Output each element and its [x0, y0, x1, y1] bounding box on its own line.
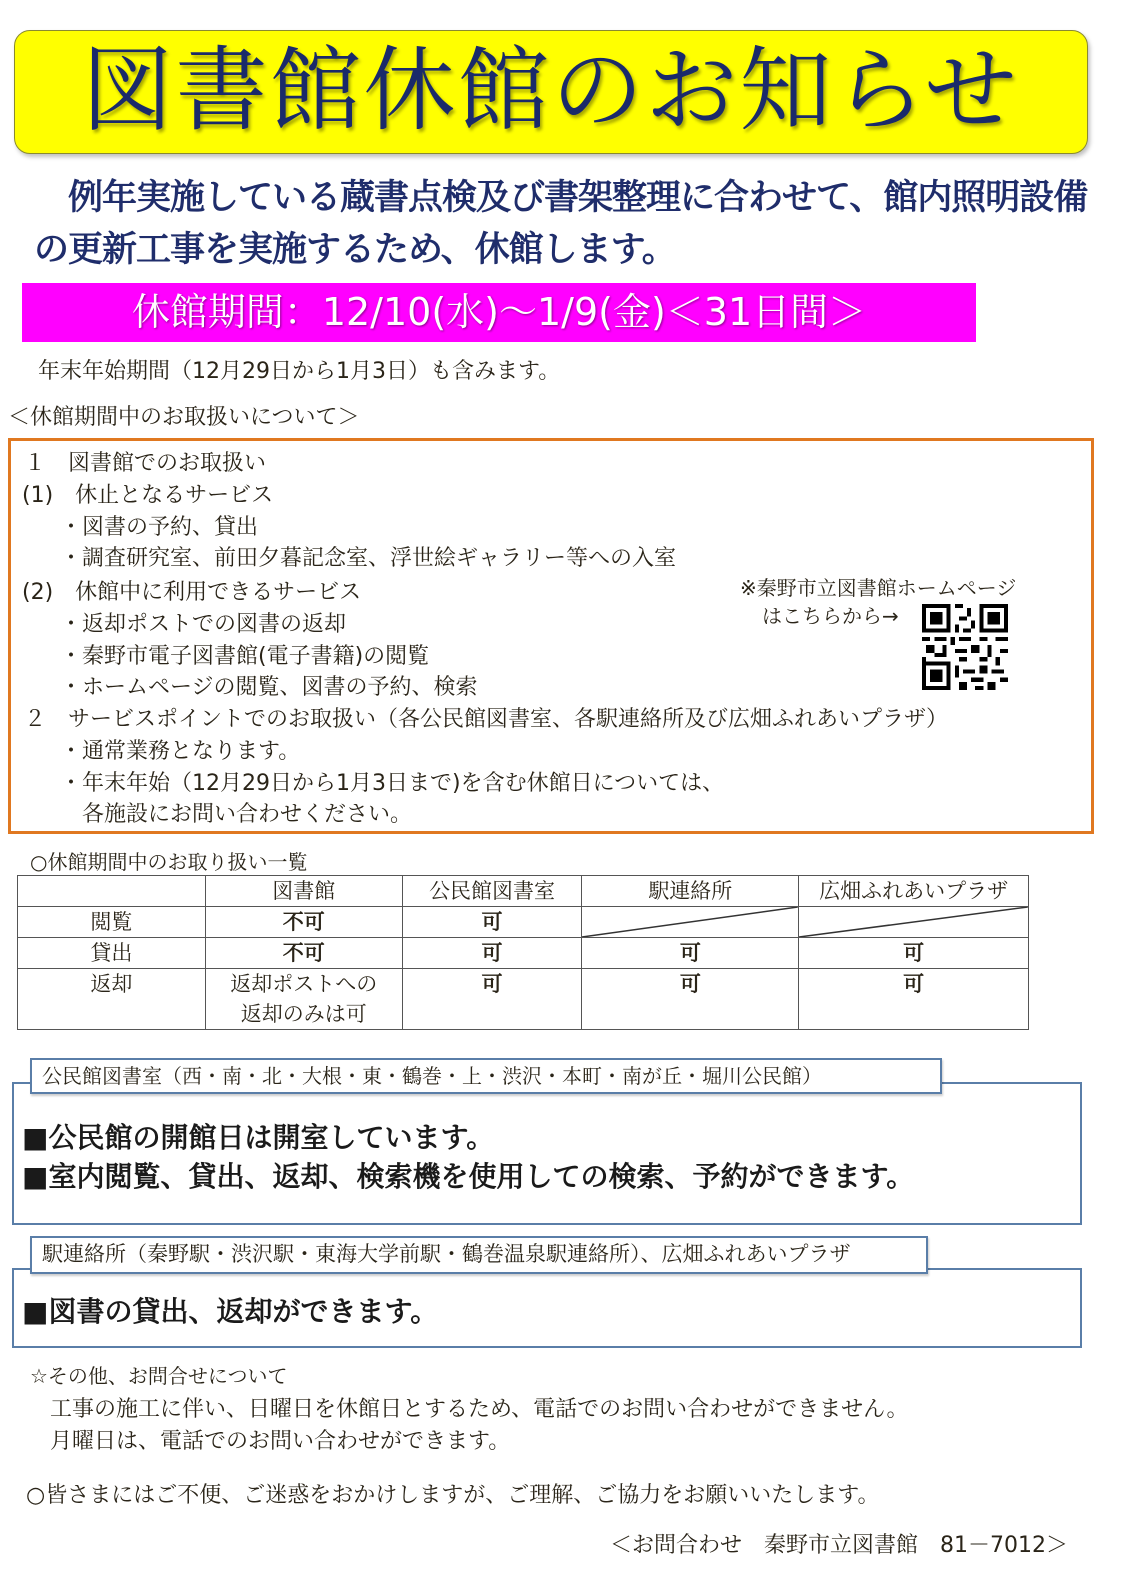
sub2-item: ・ホームページの閲覧、図書の予約、検索	[60, 675, 478, 700]
closure-period: 休館期間：12/10(水)～1/9(金)＜31日間＞	[131, 290, 867, 334]
sub2-item: ・返却ポストでの図書の返却	[60, 612, 347, 637]
cell-line: 返却ポストへの	[230, 972, 378, 996]
table-header: 公民館図書室	[402, 876, 582, 907]
table-cell: 可	[402, 907, 582, 938]
row-label: 返却	[18, 969, 206, 1030]
kominkan-label: 公民館図書室（西・南・北・大根・東・鶴巻・上・渋沢・本町・南が丘・堀川公民館）	[30, 1058, 942, 1094]
table-header-row	[18, 876, 1029, 907]
section1-title: １ 図書館でのお取扱い	[24, 451, 267, 476]
station-item: ■図書の貸出、返却ができます。	[22, 1295, 439, 1328]
other-heading: ☆その他、お問合せについて	[30, 1364, 288, 1388]
handling-heading: ＜休館期間中のお取扱いについて＞	[8, 405, 360, 430]
sub1-item: ・調査研究室、前田夕暮記念室、浮世絵ギャラリー等への入室	[60, 546, 677, 571]
table-cell: 可	[402, 938, 582, 969]
sub2-title: (2) 休館中に利用できるサービス	[22, 580, 362, 605]
not-applicable-cell	[799, 907, 1029, 938]
table-cell: 可	[799, 938, 1029, 969]
apology-text: ○皆さまにはご不便、ご迷惑をおかけしますが、ご理解、ご協力をお願いいたします。	[26, 1483, 880, 1508]
period-note: 年末年始期間（12月29日から1月3日）も含みます。	[38, 359, 561, 384]
qr-code-icon[interactable]	[922, 604, 1008, 690]
contact-info: ＜お問合わせ 秦野市立図書館 81－7012＞	[610, 1533, 1068, 1558]
section2-title: ２ サービスポイントでのお取扱い（各公民館図書室、各駅連絡所及び広畑ふれあいプラザ）	[24, 707, 949, 732]
table-cell: 可	[582, 938, 799, 969]
table-header: 駅連絡所	[582, 876, 799, 907]
table-cell: 不可	[205, 938, 402, 969]
table-header: 広畑ふれあいプラザ	[799, 876, 1029, 907]
table-row	[18, 938, 1029, 969]
handling-table	[17, 875, 1029, 1030]
sub2-item: ・秦野市電子図書館(電子書籍)の閲覧	[60, 644, 430, 669]
cell-line: 返却のみは可	[240, 1002, 367, 1026]
section2-item: ・年末年始（12月29日から1月3日まで)を含む休館日については、	[60, 771, 725, 796]
section2-item: 各施設にお問い合わせください。	[60, 802, 413, 827]
sub1-title: (1) 休止となるサービス	[22, 483, 274, 508]
qr-caption: ※秦野市立図書館ホームページ	[740, 576, 1017, 600]
other-line: 工事の施工に伴い、日曜日を休館日とするため、電話でのお問い合わせができません。	[50, 1397, 909, 1422]
kominkan-item: ■公民館の開館日は開室しています。	[22, 1121, 495, 1154]
kominkan-item: ■室内閲覧、貸出、返却、検索機を使用しての検索、予約ができます。	[22, 1160, 915, 1193]
table-row	[18, 907, 1029, 938]
table-cell: 可	[799, 969, 1029, 1030]
sub1-item: ・図書の予約、貸出	[60, 515, 259, 540]
other-line: 月曜日は、電話でのお問い合わせができます。	[50, 1429, 511, 1454]
table-cell: 不可	[205, 907, 402, 938]
section2-item: ・通常業務となります。	[60, 739, 301, 764]
table-header: 図書館	[205, 876, 402, 907]
station-label: 駅連絡所（秦野駅・渋沢駅・東海大学前駅・鶴巻温泉駅連絡所）、広畑ふれあいプラザ	[30, 1236, 928, 1274]
lead-paragraph: 例年実施している蔵書点検及び書架整理に合わせて、館内照明設備の更新工事を実施するため、休館します。	[34, 178, 1088, 270]
row-label: 閲覧	[18, 907, 206, 938]
table-cell: 可	[582, 969, 799, 1030]
row-label: 貸出	[18, 938, 206, 969]
table-cell	[205, 969, 402, 1030]
qr-caption-arrow: はこちらから→	[762, 604, 899, 628]
table-cell: 可	[402, 969, 582, 1030]
table-header	[18, 876, 206, 907]
not-applicable-cell	[582, 907, 799, 938]
page-title: 図書館休館のお知らせ	[81, 37, 1019, 144]
table-row	[18, 969, 1029, 1030]
table-caption: ○休館期間中のお取り扱い一覧	[30, 850, 308, 874]
